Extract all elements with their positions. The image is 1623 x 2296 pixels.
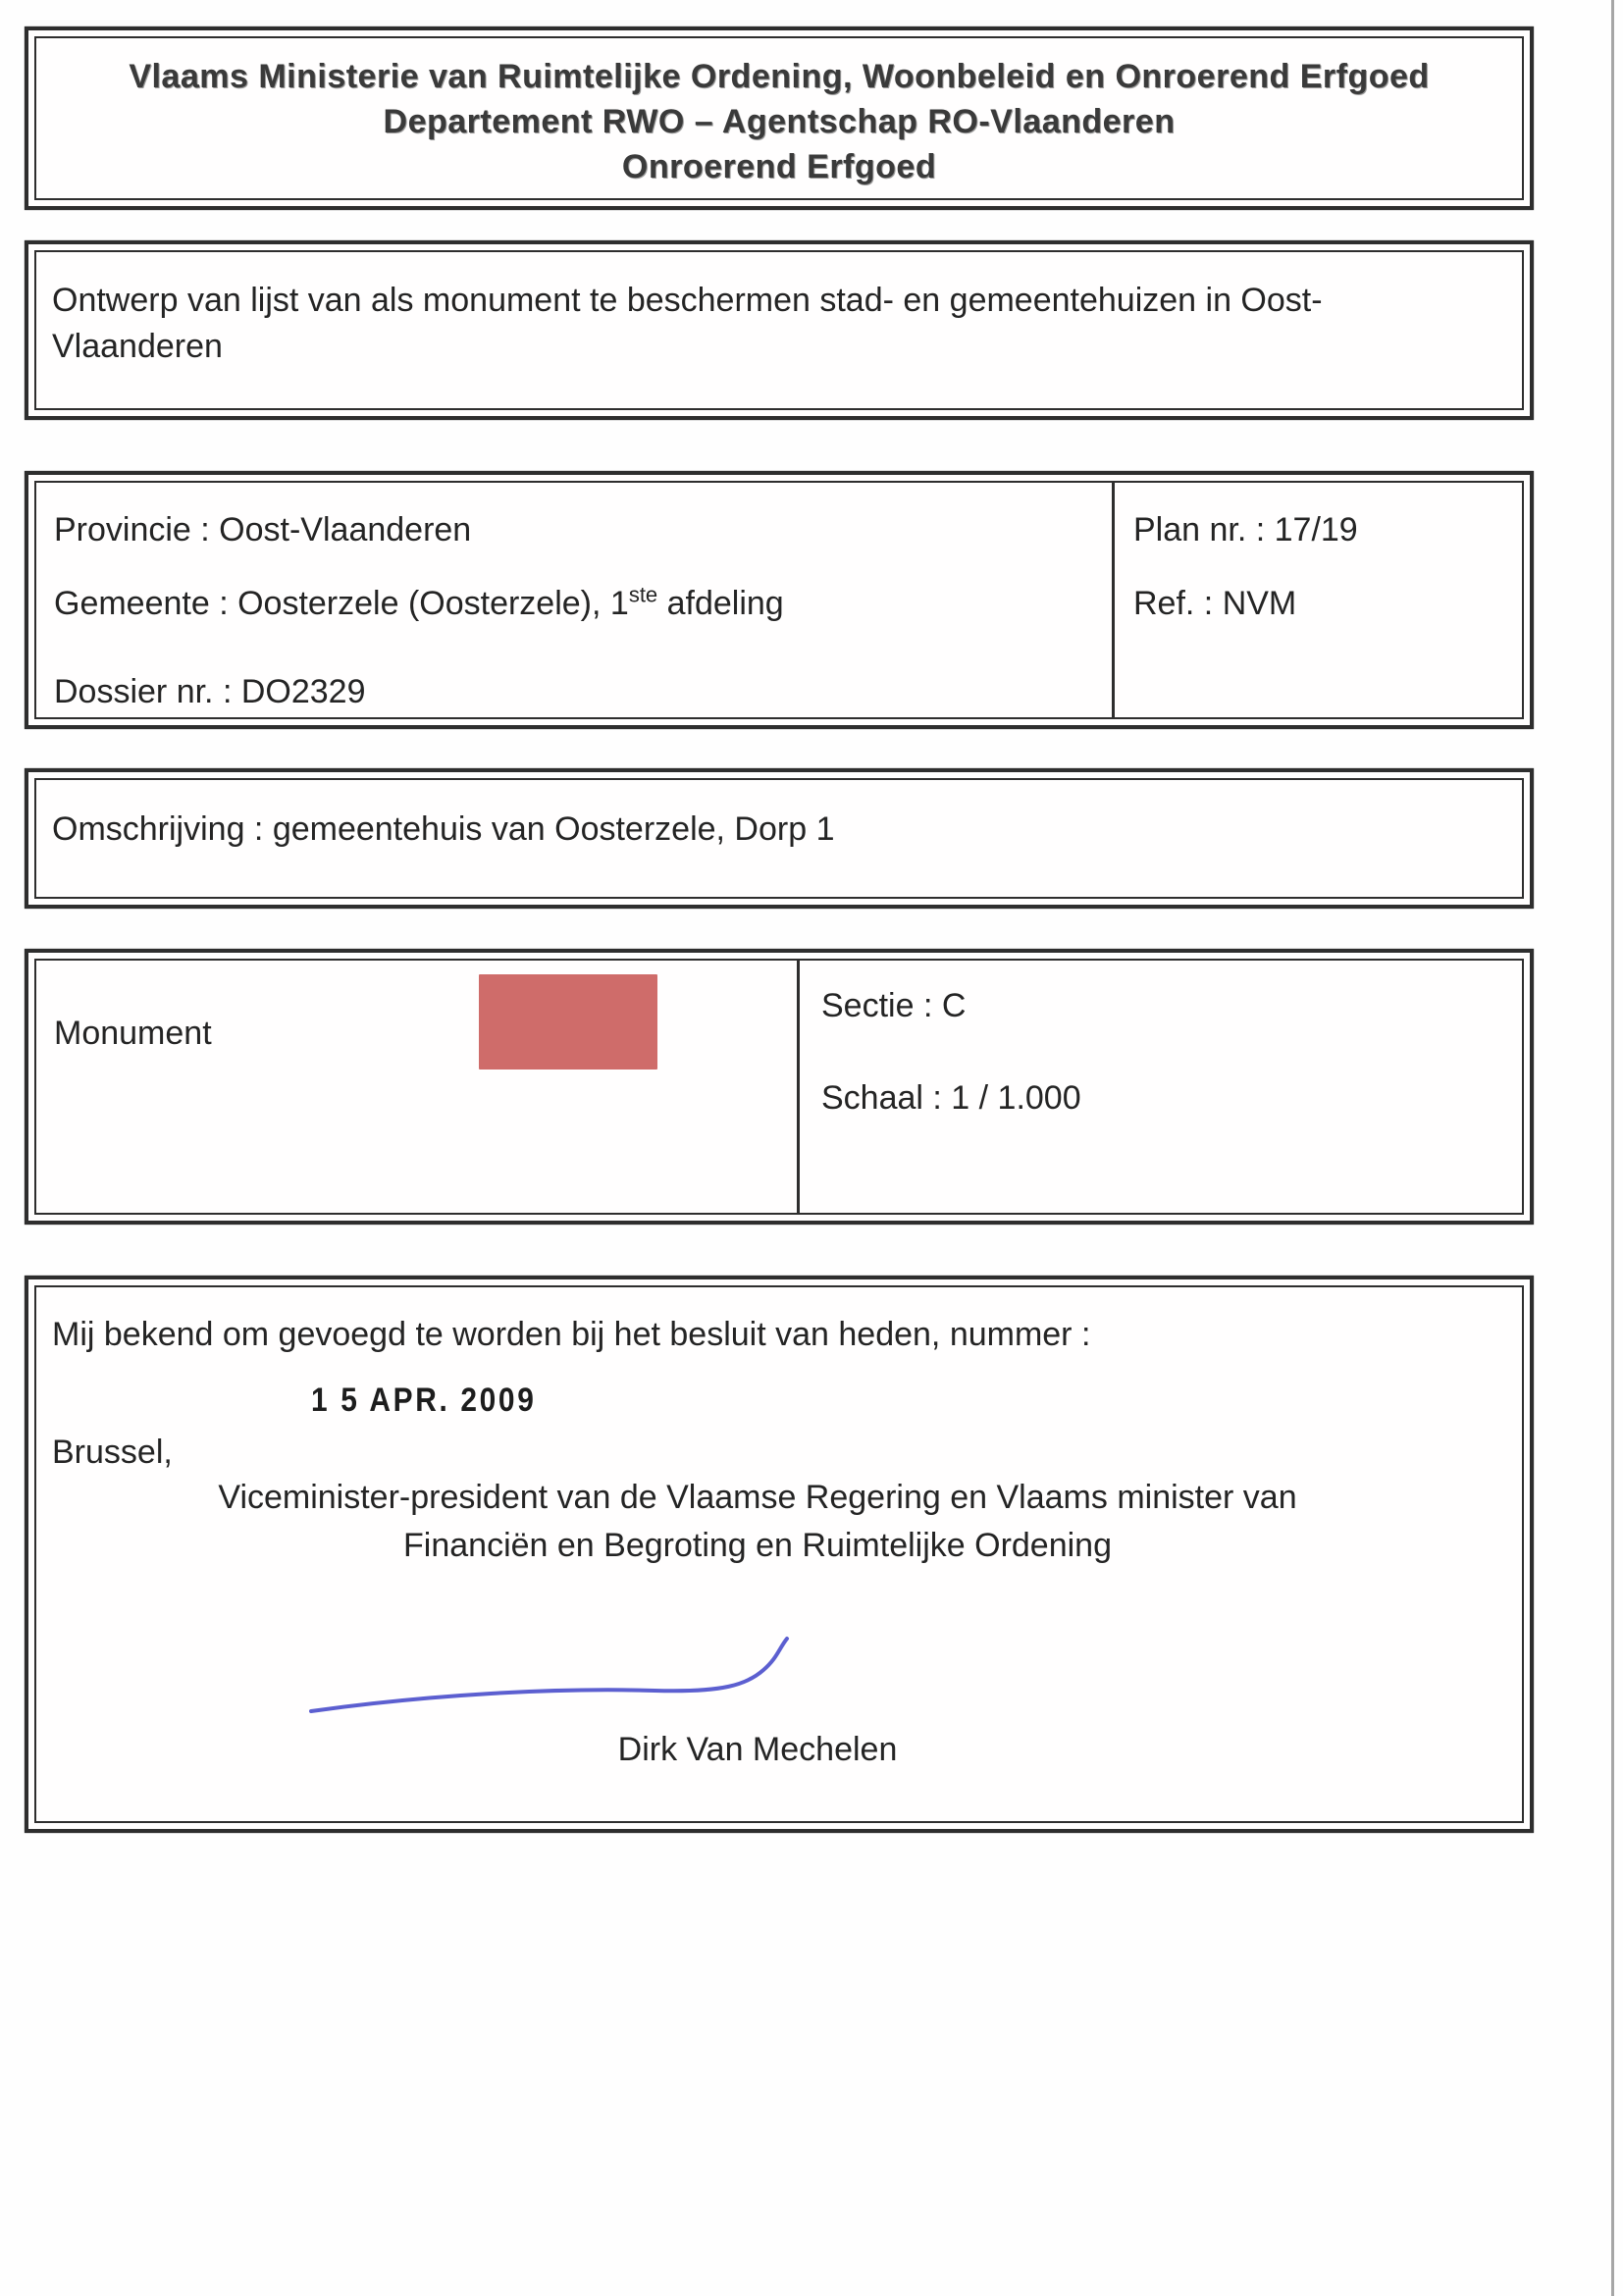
case-info-box [25,471,1534,729]
sectie-text: Sectie : C [821,987,967,1024]
subject-inner-border [34,250,1524,410]
omschrijving-text: Omschrijving : gemeentehuis van Oosterzele, Dorp 1 [52,810,835,848]
signature-svg [303,1635,841,1721]
minister-title-line-1: Viceminister-president van de Vlaamse Regering en Vlaams minister van [218,1479,1297,1516]
gemeente-suffix: afdeling [657,585,784,622]
monument-label: Monument [54,1015,212,1052]
gemeente-ordinal-superscript: ste [628,582,658,607]
subject-box [25,240,1534,420]
provincie-row: Provincie : Oost-Vlaanderen [54,511,472,548]
ministry-header-text [36,54,1522,189]
omschrijving-box [25,768,1534,909]
city-label: Brussel, [52,1434,173,1471]
signature-path [311,1639,787,1711]
minister-title-line-2: Financiën en Begroting en Ruimtelijke Ordening [403,1527,1112,1564]
subject-line-2: Vlaanderen [52,328,223,365]
ministry-header-inner-border [34,36,1524,200]
case-info-column-divider [1112,483,1115,717]
signature [303,1635,841,1721]
signatory-name: Dirk Van Mechelen [617,1731,898,1768]
ministry-name: Vlaams Ministerie van Ruimtelijke Ordening, Woonbeleid en Onroerend Erfgoed [129,58,1430,95]
dossier-row: Dossier nr. : DO2329 [54,673,366,710]
omschrijving-inner-border [34,778,1524,899]
legend-column-divider [797,961,800,1213]
department-line: Departement RWO – Agentschap RO-Vlaanderen [383,103,1176,140]
approval-box [25,1276,1534,1833]
ministry-header-box [25,26,1534,210]
gemeente-row [54,582,784,625]
approval-intro: Mij bekend om gevoegd te worden bij het besluit van heden, nummer : [52,1316,1091,1353]
legend-inner-border [34,959,1524,1215]
ref-row: Ref. : NVM [1133,585,1297,622]
date-stamp: 1 5 APR. 2009 [311,1382,537,1419]
subject-line-1: Ontwerp van lijst van als monument te beschermen stad- en gemeentehuizen in Oost- [52,282,1323,319]
gemeente-prefix: Gemeente : Oosterzele (Oosterzele), 1 [54,585,629,622]
scanner-edge-artifact [1611,0,1614,2296]
subject-text [52,278,1323,370]
minister-title [15,1474,1500,1570]
schaal-text: Schaal : 1 / 1.000 [821,1079,1081,1117]
service-line: Onroerend Erfgoed [621,148,937,185]
approval-inner-border [34,1285,1524,1823]
case-info-inner-border [34,481,1524,719]
legend-box [25,949,1534,1225]
monument-color-swatch [479,974,657,1070]
plan-row: Plan nr. : 17/19 [1133,511,1358,548]
